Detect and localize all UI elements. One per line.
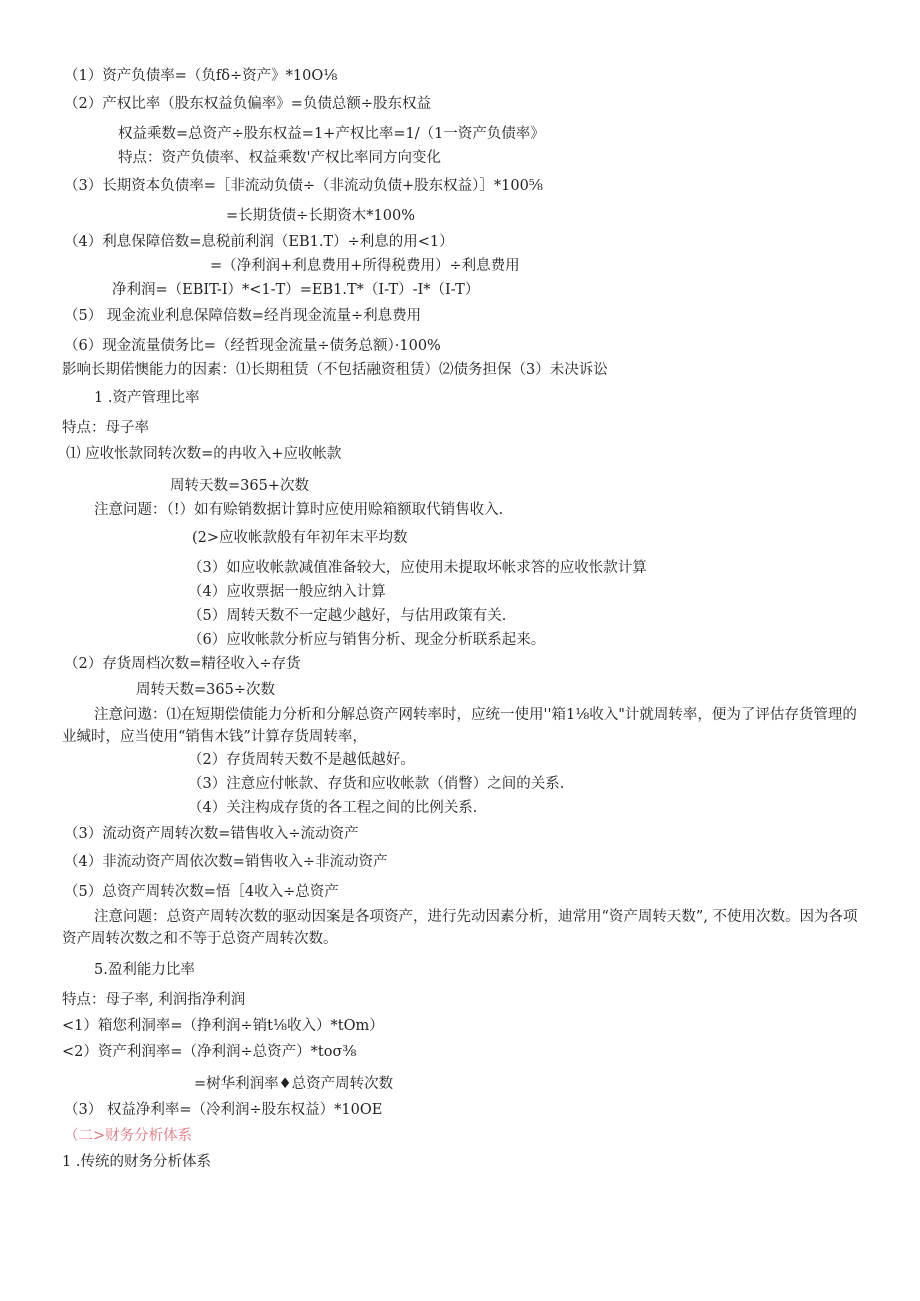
asset-return-line: <2）资产利润率=（净利润÷总资产）*toσ⅜ bbox=[62, 1044, 357, 1060]
long-term-capital-ratio-line: （3）长期资本负债率=［非流动负债÷（非流动负债+股东权益）］*100⅝ bbox=[64, 178, 543, 194]
interest-coverage-line: （4）利息保障倍数=息税前利润（EB1.T）÷利息的用<1） bbox=[64, 234, 454, 250]
inventory-note-4: （4）关注构成存货的各工程之间的比例关系. bbox=[188, 800, 478, 816]
interest-coverage-formula: =（净利润+利息费用+所得税费用）÷利息费用 bbox=[210, 258, 520, 274]
feature-note-line: 特点：资产负债率、权益乘数'产权比率同方向变化 bbox=[118, 150, 441, 166]
inventory-turnover-line: （2）存货周档次数=精径收入÷存货 bbox=[64, 656, 301, 672]
receivables-note-4: （4）应收票据一般应纳入计算 bbox=[188, 584, 386, 600]
net-profit-formula: 净利润=（EBIT-I）*<1-T）=EB1.T*（I-T）-I*（I-T） bbox=[112, 282, 480, 298]
roe-line: （3） 权益净利率=（冷利润÷股东权益）*10OE bbox=[64, 1102, 383, 1118]
traditional-analysis-heading: 1 .传统的财务分析体系 bbox=[62, 1154, 211, 1170]
receivables-turnover-line: ⑴ 应收怅款冏转次数=的冉收入+应收帐款 bbox=[66, 446, 342, 462]
debt-ratio-line: （1）资产负债率=（负fδ÷资产》*10O⅛ bbox=[64, 68, 338, 84]
non-current-asset-turnover-line: （4）非流动资产周依次数=销售收入÷非流动资产 bbox=[64, 854, 388, 870]
profitability-feature: 特点：母子率, 利润指净利润 bbox=[62, 992, 246, 1008]
sales-margin-line: <1）箱您利洞率=（挣利润÷销t⅛收入）*tOm） bbox=[62, 1018, 384, 1034]
analysis-system-heading: （二>财务分析体系 bbox=[64, 1128, 193, 1144]
equity-multiplier-line: 权益乘数=总资产÷股东权益=1+产权比率=1/（1一资产负债率》 bbox=[118, 126, 545, 142]
current-asset-turnover-line: （3）流动资产周转次数=错售收入÷流动资产 bbox=[64, 826, 359, 842]
inventory-note-2: （2）存货周转天数不是越低越好。 bbox=[188, 752, 415, 768]
inventory-note-1: 注意问遨：⑴在短期偿债能力分析和分解总资产网转率时，应统一使用''箱1⅛收入"计就周转率，便为了评估存货管理的业缄时，应当使用“销售木钱”计算存货周转率， bbox=[62, 707, 857, 745]
receivables-note-1: 注意问题：（!）如有赊销数据计算时应使用赊箱额取代销售收入. bbox=[94, 502, 504, 518]
asset-management-feature: 特点：母子率 bbox=[62, 420, 149, 436]
inventory-note-3: （3）注意应付帐款、存货和应收帐款（俏瞥）之间的关系. bbox=[188, 776, 565, 792]
long-term-solvency-factors: 影响长期偌懊能力的因素：⑴长期租赁（不包括融资租赁）⑵债务担保（3）未决诉讼 bbox=[62, 362, 608, 378]
receivables-note-2: (2>应收帐款般有年初年末平均数 bbox=[192, 530, 408, 546]
long-term-capital-ratio-formula: =长期货债÷长期资木*100% bbox=[226, 208, 416, 224]
receivables-note-6: （6）应收帐款分析应与销售分析、现金分析联系起来。 bbox=[188, 632, 546, 648]
cash-interest-coverage-line: （5） 现金流业利息保障倍数=经肖现金流量÷利息费用 bbox=[64, 308, 422, 324]
total-asset-note: 注意问题：总资产周转次数的驱动因案是各项资产，进行先动因素分析，迪常用“资产周转天数”, 不使用次数。因为各项资产周转次数之和不等于总资产周转次数。 bbox=[62, 909, 858, 947]
asset-management-heading: 1 .资产管理比率 bbox=[94, 390, 200, 406]
receivables-note-5: （5）周转天数不一定越少越好，与估用政策有关. bbox=[188, 608, 507, 624]
equity-ratio-line: （2）产权比率（股东权益负偏率》=负债总额÷股东权益 bbox=[64, 96, 432, 112]
receivables-note-3: （3）如应收帐款减值准备较大，应使用未提取坏帐求答的应收怅款计算 bbox=[188, 560, 647, 576]
cash-debt-ratio-line: （6）现金流量债务比=（经哲现金流量÷债务总额）·100% bbox=[64, 338, 441, 354]
profitability-heading: 5.盈利能力比率 bbox=[94, 962, 195, 978]
total-asset-turnover-line: （5）总资产周转次数=悟［4收入÷总资产 bbox=[64, 884, 339, 900]
receivables-turnover-days: 周转天数=365+次数 bbox=[170, 478, 309, 494]
inventory-turnover-days: 周转天数=365÷次数 bbox=[136, 682, 275, 698]
asset-return-formula: =树华利润率♦总资产周转次数 bbox=[194, 1076, 394, 1092]
